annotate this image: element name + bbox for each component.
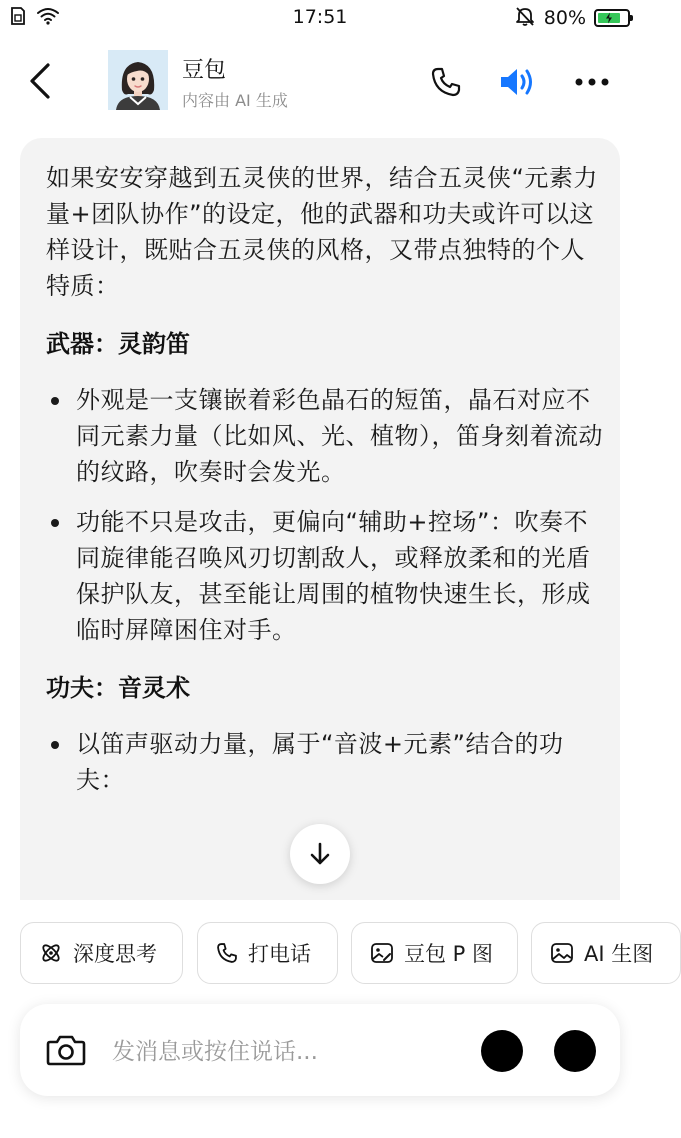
camera-button[interactable] <box>42 1030 90 1070</box>
call-button[interactable] <box>426 62 466 102</box>
weapon-heading: 武器：灵韵笛 <box>46 330 190 358</box>
image-icon <box>550 941 574 965</box>
chip-label: AI 生图 <box>584 942 654 966</box>
ai-disclaimer: 内容由 AI 生成 <box>182 91 288 110</box>
assistant-message[interactable] <box>20 138 620 900</box>
mute-bell-icon <box>514 5 536 31</box>
voice-input-button[interactable] <box>481 1030 523 1072</box>
avatar[interactable] <box>108 50 168 110</box>
scroll-to-bottom-button[interactable] <box>290 824 350 884</box>
more-button[interactable] <box>572 62 612 102</box>
status-right <box>514 5 630 31</box>
arrow-down-icon <box>309 842 331 866</box>
weapon-list <box>46 382 606 648</box>
back-arrow-icon <box>28 62 52 100</box>
battery-percent: 80% <box>543 7 586 29</box>
message-intro: 如果安安穿越到五灵侠的世界，结合五灵侠“元素力量+团队协作”的设定，他的武器和功夫或许可以这样设计，既贴合五灵侠的风格，又带点独特的个人特质： <box>46 164 598 300</box>
chip-ai-image[interactable] <box>531 922 681 984</box>
voice-playback-button[interactable] <box>498 62 538 102</box>
list-item: 功能不只是攻击，更偏向“辅助+控场”：吹奏不同旋律能召唤风刃切割敌人，或释放柔和的光盾保护队友，甚至能让周围的植物快速生长，形成临时屏障困住对手。 <box>46 504 606 648</box>
chip-label: 豆包 P 图 <box>404 942 494 966</box>
message-input[interactable]: 发消息或按住说话... <box>112 1039 318 1065</box>
quick-actions <box>20 922 654 984</box>
phone-icon <box>430 66 462 98</box>
list-item: 以笛声驱动力量，属于“音波+元素”结合的功夫： <box>46 726 606 798</box>
status-bar <box>0 0 640 36</box>
chip-label: 打电话 <box>248 942 311 966</box>
add-attachment-button[interactable] <box>554 1030 596 1072</box>
chip-label: 深度思考 <box>73 942 157 966</box>
battery-level <box>598 13 620 23</box>
chip-call[interactable] <box>197 922 338 984</box>
message-content <box>46 160 606 812</box>
chip-deep-think[interactable] <box>20 922 183 984</box>
atom-icon <box>39 941 63 965</box>
back-button[interactable] <box>20 58 60 104</box>
chat-header <box>0 40 640 124</box>
message-composer <box>20 1004 620 1096</box>
kungfu-list <box>46 726 606 798</box>
phone-icon <box>216 942 238 964</box>
kungfu-heading: 功夫：音灵术 <box>46 674 190 702</box>
more-dots-icon <box>574 77 610 87</box>
speaker-icon <box>499 66 537 98</box>
bot-name[interactable]: 豆包 <box>182 58 227 83</box>
battery-icon <box>594 9 630 27</box>
image-edit-icon <box>370 941 394 965</box>
status-time: 17:51 <box>292 6 348 28</box>
chip-photo-edit[interactable] <box>351 922 518 984</box>
camera-icon <box>46 1033 86 1067</box>
list-item: 外观是一支镶嵌着彩色晶石的短笛，晶石对应不同元素力量（比如风、光、植物），笛身刻着流动的纹路，吹奏时会发光。 <box>46 382 606 490</box>
